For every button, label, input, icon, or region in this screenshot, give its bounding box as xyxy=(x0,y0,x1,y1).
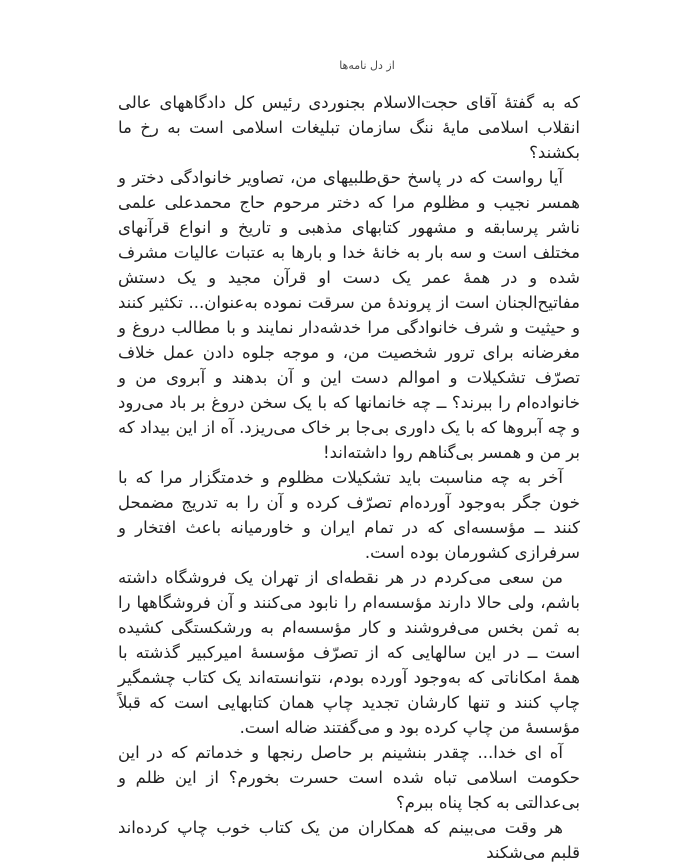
paragraph: آه ای خدا... چقدر بنشینم بر حاصل رنجها و خدماتم که در این حکومت اسلامی تباه شده است حسرت بخورم؟ از این ظلم و بی‌عدالتی به کجا پناه ببرم؟ xyxy=(118,743,580,812)
paragraph: آخر به چه مناسبت باید تشکیلات مظلوم و خدمتگزار مرا که با خون جگر به‌وجود آورده‌ام تصرّف کرده و آن را به تدریج مضمحل کنند ــ مؤسسه‌ای که در تمام ایران و خاورمیانه باعث افتخار و سرفرازی کشورمان بوده است. xyxy=(118,468,580,562)
paragraph: من سعی می‌کردم در هر نقطه‌ای از تهران یک فروشگاه داشته باشم، ولی حالا دارند مؤسسه‌ام را نابود می‌کنند و آن فروشگاهها را به ثمن بخس می‌فروشند و کار مؤسسه‌ام به ورشکستگی کشیده است ــ در این سالهایی که از تصرّف مؤسسهٔ امیرکبیر گذشته با همهٔ امکاناتی که به‌وجود آورده بودم، نتوانسته‌اند یک کتاب چشمگیر چاپ کنند و تنها کارشان تجدید چاپ همان کتابهایی است که قبلاً مؤسسهٔ من چاپ کرده بود و می‌گفتند ضاله است. xyxy=(118,568,580,737)
running-head: از دل نامه‌ها xyxy=(339,59,395,72)
body-text xyxy=(118,90,580,865)
paragraph: آیا رواست که در پاسخ حق‌طلبیهای من، تصاویر خانوادگی دختر و همسر نجیب و مظلوم مرا که دختر مرحوم حاج محمدعلی علمی ناشر پرسابقه و مشهور کتابهای مذهبی و تاریخ و انواع قرآنهای مختلف است و سه بار به خانهٔ خدا و بارها به عتبات عالیات مشرف شده و در همهٔ عمر یک دست او قرآن مجید و یک دستش مفاتیح‌الجنان است از پروندهٔ من سرقت نموده به‌عنوان... تکثیر کنند و حیثیت و شرف خانوادگی مرا خدشه‌دار نمایند و با مطالب دروغ و مغرضانه برای ترور شخصیت من، و موجه جلوه دادن عمل خلاف تصرّف تشکیلات و اموالم دست این و آن بدهند و آبروی من و خانواده‌ام را ببرند؟ ــ چه خانمانها که با یک سخن دروغ بر باد می‌رود و چه آبروها که با یک داوری بی‌جا بر خاک می‌ریزد. آه از این بیداد که بر من و همسر بی‌گناهم روا داشته‌اند! xyxy=(118,168,580,462)
paragraph: هر وقت می‌بینم که همکاران من یک کتاب خوب چاپ کرده‌اند قلبم می‌شکند xyxy=(118,818,580,862)
paragraph-continuation: که به گفتهٔ آقای حجت‌الاسلام بجنوردی رئیس کل دادگاههای عالی انقلاب اسلامی مایهٔ ننگ سازمان تبلیغات اسلامی است به رخ ما بکشند؟ xyxy=(118,93,580,162)
